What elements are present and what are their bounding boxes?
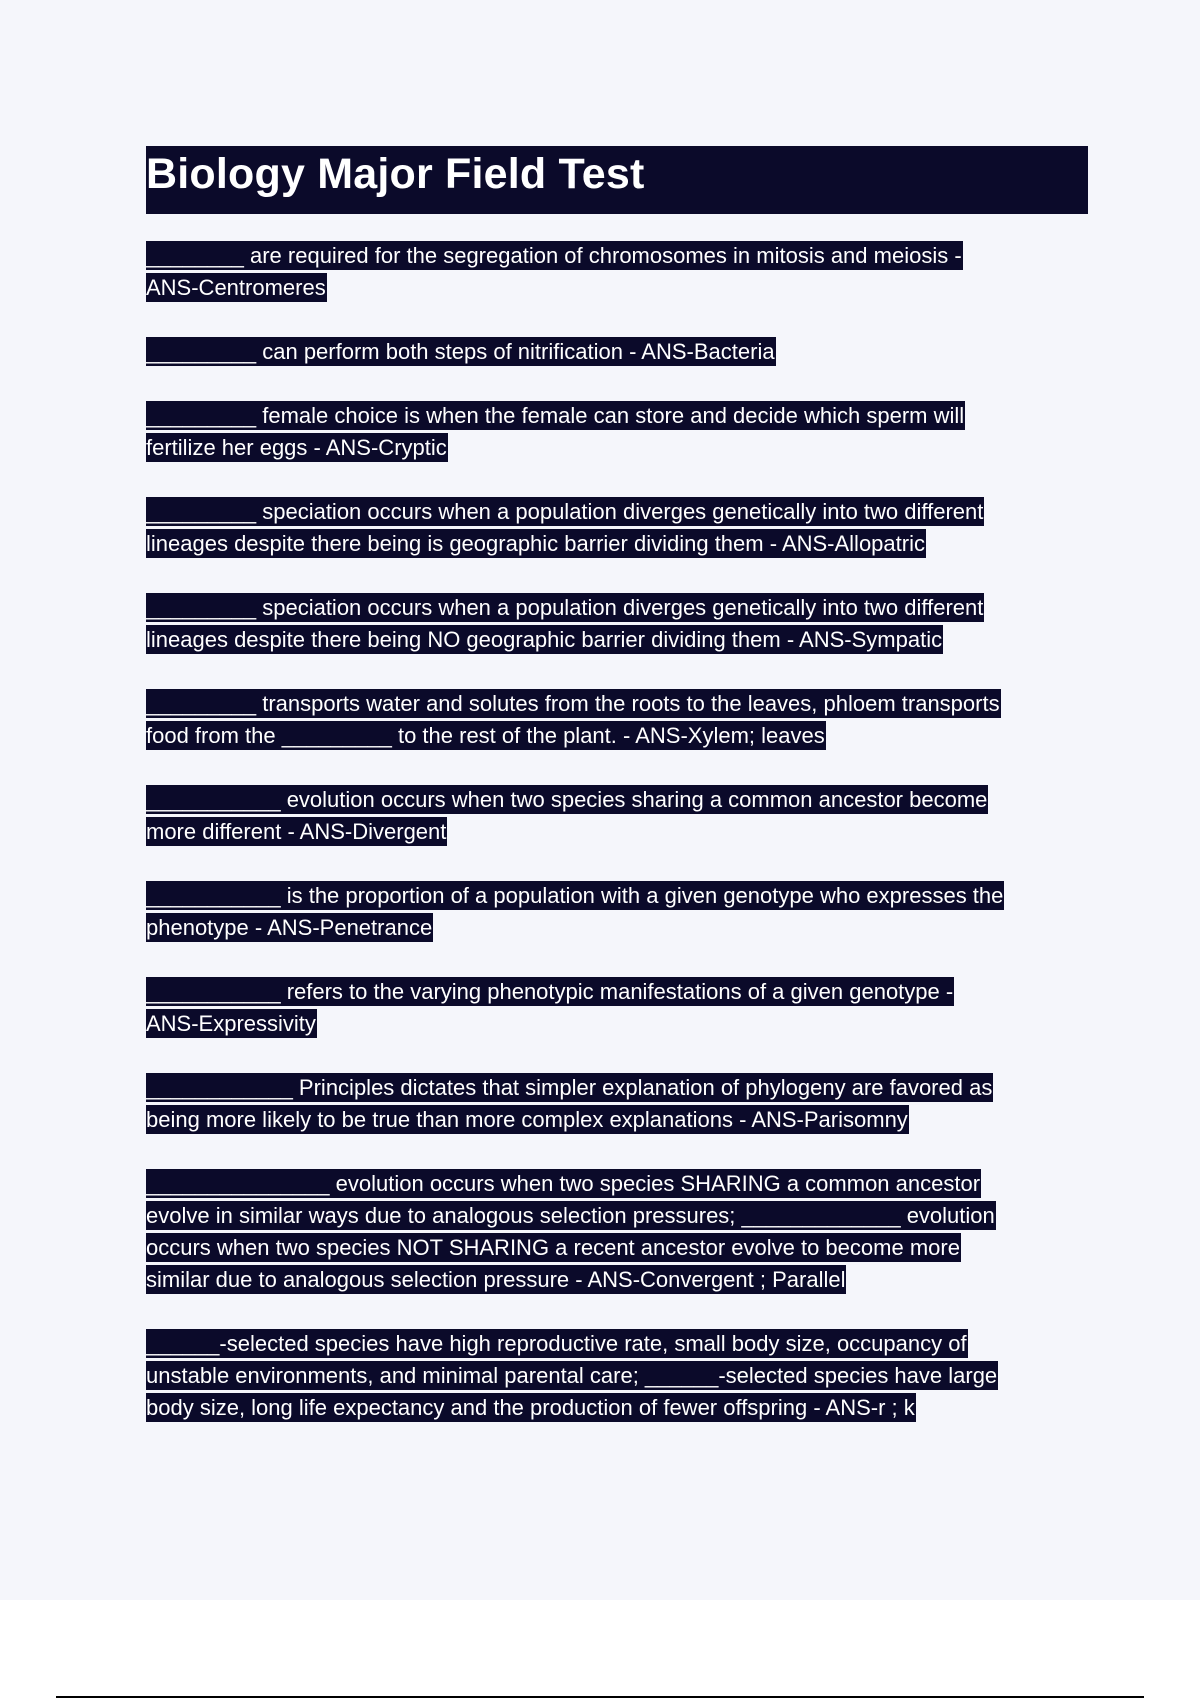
question-item [146, 881, 1086, 945]
page-title: Biology Major Field Test [146, 150, 645, 198]
question-line: body size, long life expectancy and the production of fewer offspring - ANS-r ; k [146, 1395, 915, 1420]
question-line: ___________ evolution occurs when two species sharing a common ancestor become [146, 787, 988, 812]
question-line: similar due to analogous selection pressure - ANS-Convergent ; Parallel [146, 1267, 846, 1292]
question-line: ____________ Principles dictates that simpler explanation of phylogeny are favored as [146, 1075, 993, 1100]
question-line: unstable environments, and minimal parental care; ______-selected species have large [146, 1363, 998, 1388]
question-line: _________ speciation occurs when a population diverges genetically into two different [146, 595, 984, 620]
question-line: lineages despite there being NO geographic barrier dividing them - ANS-Sympatic [146, 627, 943, 652]
question-item [146, 1169, 1086, 1297]
question-line: ________ are required for the segregation of chromosomes in mitosis and meiosis - [146, 243, 962, 268]
question-list [146, 241, 1086, 1457]
question-item [146, 785, 1086, 849]
title-bar [146, 146, 1088, 214]
question-line: evolve in similar ways due to analogous selection pressures; _____________ evolution [146, 1203, 995, 1228]
footer-divider [56, 1696, 1144, 1698]
question-line: ___________ is the proportion of a population with a given genotype who expresses the [146, 883, 1004, 908]
question-item [146, 977, 1086, 1041]
question-item [146, 401, 1086, 465]
question-line: fertilize her eggs - ANS-Cryptic [146, 435, 447, 460]
question-item [146, 497, 1086, 561]
question-item [146, 1073, 1086, 1137]
question-line: ______-selected species have high reproductive rate, small body size, occupancy of [146, 1331, 967, 1356]
question-line: phenotype - ANS-Penetrance [146, 915, 433, 940]
question-item [146, 593, 1086, 657]
question-line: _________ can perform both steps of nitrification - ANS-Bacteria [146, 339, 775, 364]
question-line: being more likely to be true than more complex explanations - ANS-Parisomny [146, 1107, 908, 1132]
question-line: ___________ refers to the varying phenotypic manifestations of a given genotype - [146, 979, 954, 1004]
question-line: more different - ANS-Divergent [146, 819, 447, 844]
question-line: occurs when two species NOT SHARING a recent ancestor evolve to become more [146, 1235, 960, 1260]
question-line: food from the _________ to the rest of the plant. - ANS-Xylem; leaves [146, 723, 825, 748]
question-line: _______________ evolution occurs when two species SHARING a common ancestor [146, 1171, 981, 1196]
question-line: lineages despite there being is geographic barrier dividing them - ANS-Allopatric [146, 531, 925, 556]
question-line: ANS-Centromeres [146, 275, 326, 300]
question-item [146, 1329, 1086, 1425]
question-line: _________ female choice is when the female can store and decide which sperm will [146, 403, 965, 428]
question-line: _________ transports water and solutes from the roots to the leaves, phloem transports [146, 691, 1000, 716]
question-line: _________ speciation occurs when a population diverges genetically into two different [146, 499, 984, 524]
question-item [146, 689, 1086, 753]
question-item [146, 337, 1086, 369]
question-item [146, 241, 1086, 305]
question-line: ANS-Expressivity [146, 1011, 316, 1036]
